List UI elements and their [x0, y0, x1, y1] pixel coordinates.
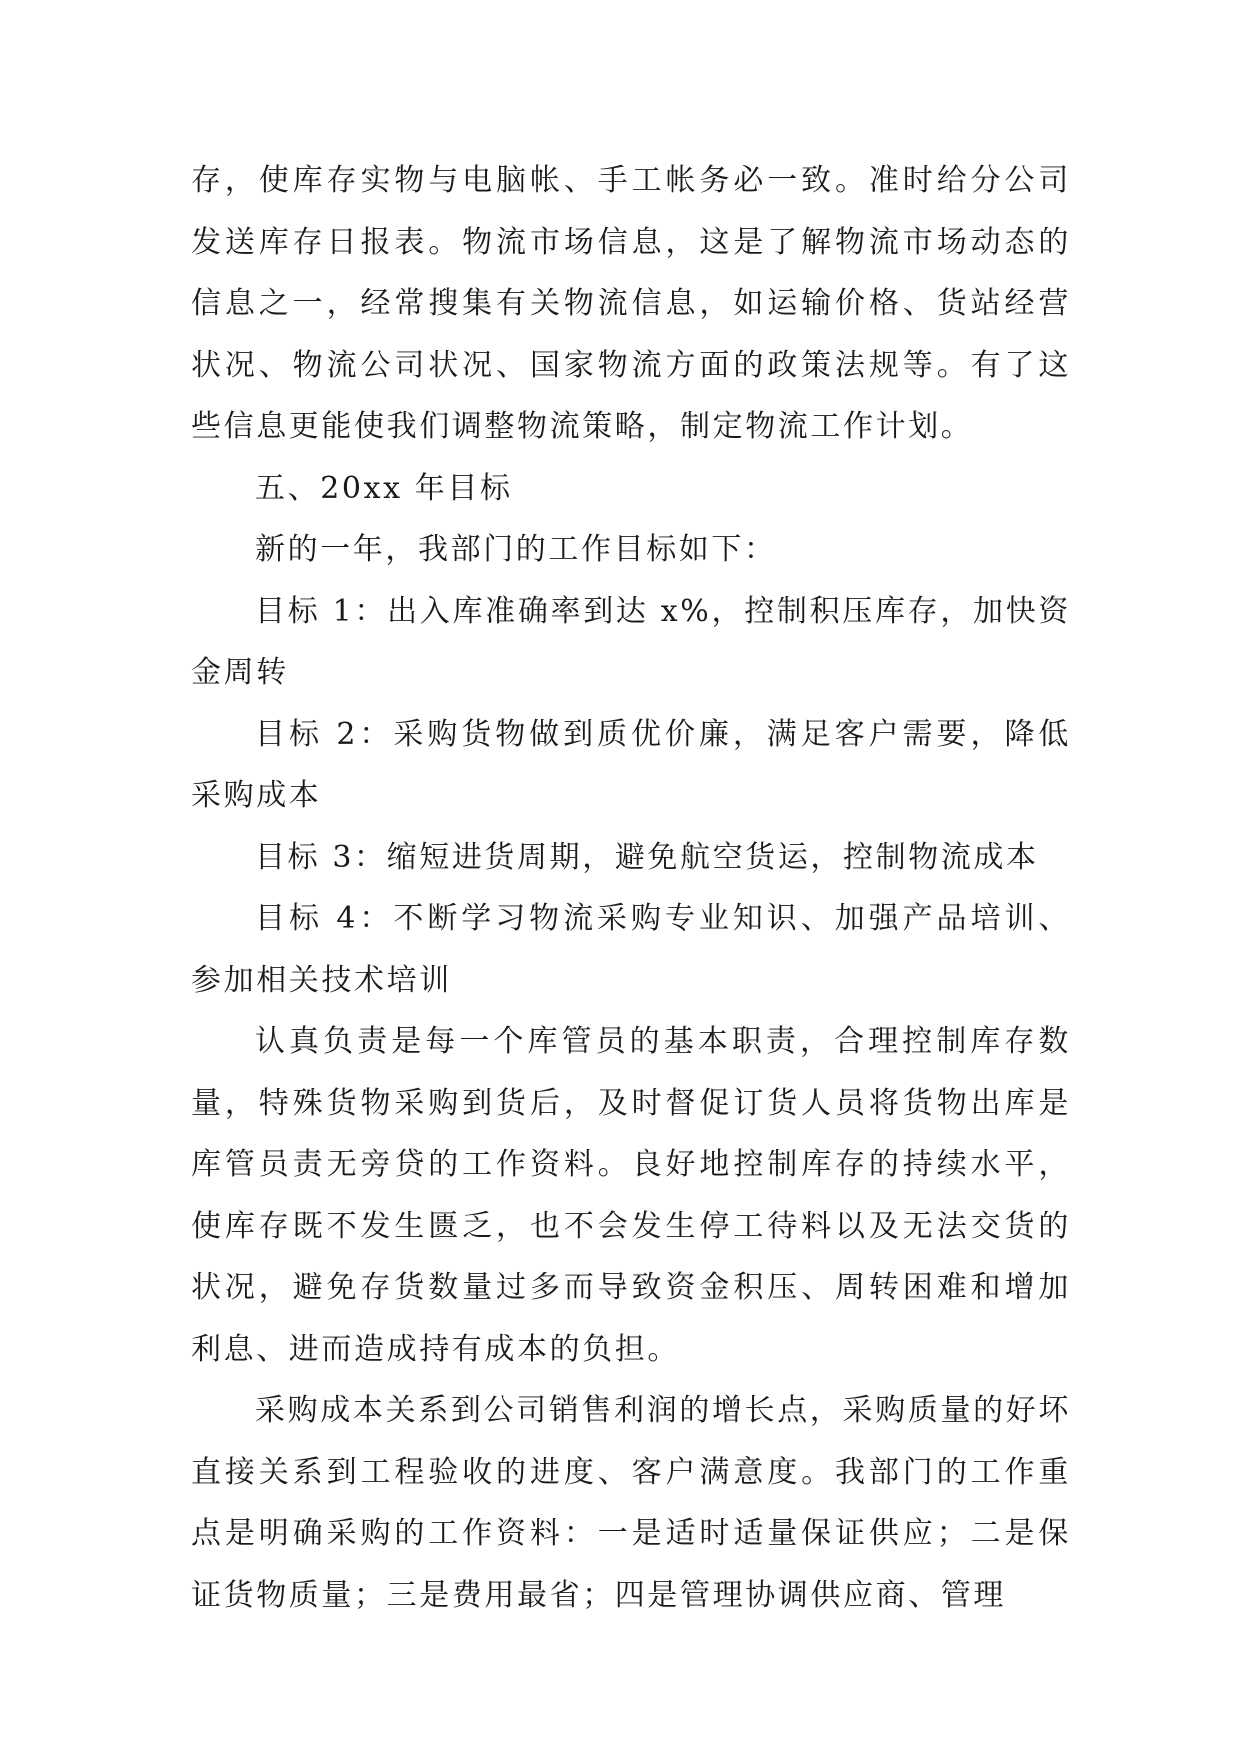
goal-item-4: 目标 4：不断学习物流采购专业知识、加强产品培训、参加相关技术培训	[191, 901, 1071, 998]
paragraph-inventory-duties: 认真负责是每一个库管员的基本职责，合理控制库存数量，特殊货物采购到货后，及时督促订货人员将货物出库是库管员责无旁贷的工作资料。良好地控制库存的持续水平，使库存既不发生匮乏，也不会发生停工待料以及无法交货的状况，避免存货数量过多而导致资金积压、周转困难和增加利息、进而造成持有成本的负担。	[191, 1024, 1071, 1367]
paragraph-procurement-focus: 采购成本关系到公司销售利润的增长点，采购质量的好坏直接关系到工程验收的进度、客户满意度。我部门的工作重点是明确采购的工作资料：一是适时适量保证供应；二是保证货物质量；三是费用最省；四是管理协调供应商、管理	[191, 1393, 1071, 1613]
goal-item-1: 目标 1：出入库准确率到达 x%，控制积压库存，加快资金周转	[191, 593, 1071, 690]
document-body	[191, 150, 1071, 1626]
section-heading-goals: 五、20xx 年目标	[255, 470, 513, 506]
goal-item-3: 目标 3：缩短进货周期，避免航空货运，控制物流成本	[255, 839, 1039, 875]
paragraph-inventory-continuation: 存，使库存实物与电脑帐、手工帐务必一致。准时给分公司发送库存日报表。物流市场信息，这是了解物流市场动态的信息之一，经常搜集有关物流信息，如运输价格、货站经营状况、物流公司状况、国家物流方面的政策法规等。有了这些信息更能使我们调整物流策略，制定物流工作计划。	[191, 163, 1071, 444]
goal-item-2: 目标 2：采购货物做到质优价廉，满足客户需要，降低采购成本	[191, 716, 1071, 813]
paragraph-goals-intro: 新的一年，我部门的工作目标如下：	[255, 532, 777, 567]
